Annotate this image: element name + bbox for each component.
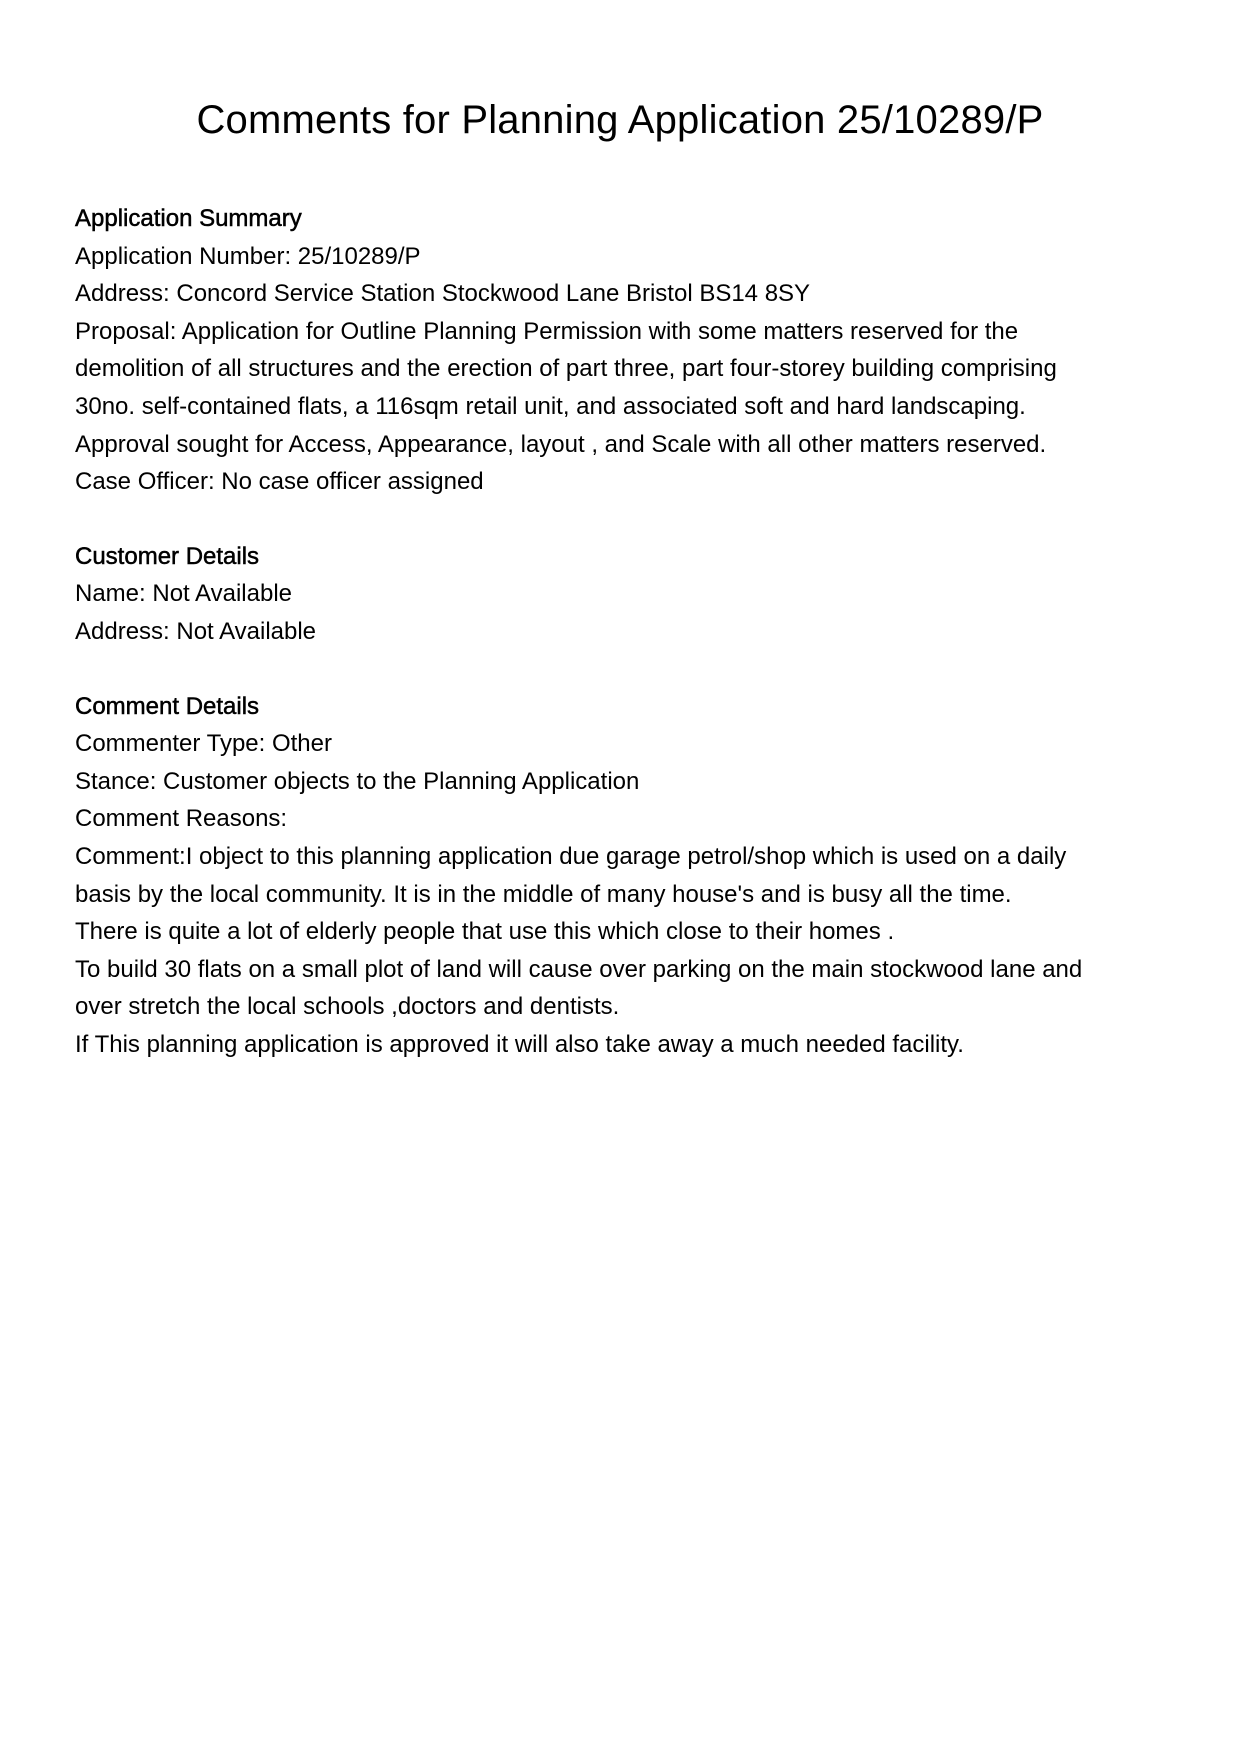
comment-details-section	[75, 688, 1175, 1064]
stance: Stance: Customer objects to the Planning Application	[75, 767, 640, 795]
customer-details-heading: Customer Details	[75, 542, 260, 570]
comment-details-heading: Comment Details	[75, 692, 260, 720]
application-address: Address: Concord Service Station Stockwood Lane Bristol BS14 8SY	[75, 280, 811, 308]
proposal-line: Proposal: Application for Outline Planning Permission with some matters reserved for the	[75, 317, 1019, 345]
comment-reasons: Comment Reasons:	[75, 805, 288, 833]
customer-details-section	[75, 538, 1175, 651]
proposal-line: demolition of all structures and the erection of part three, part four-storey building comprising	[75, 355, 1057, 383]
customer-name: Name: Not Available	[75, 580, 293, 608]
comment-text-line: To build 30 flats on a small plot of land will cause over parking on the main stockwood lane and	[75, 955, 1083, 983]
comment-text-line: Comment:I object to this planning application due garage petrol/shop which is used on a daily	[75, 842, 1067, 870]
document-body	[75, 200, 1175, 1100]
commenter-type: Commenter Type: Other	[75, 730, 332, 758]
application-number: Application Number: 25/10289/P	[75, 242, 421, 270]
proposal-line: Approval sought for Access, Appearance, layout , and Scale with all other matters reserved.	[75, 430, 1047, 458]
comment-text-line: If This planning application is approved it will also take away a much needed facility.	[75, 1030, 964, 1058]
application-summary-section	[75, 200, 1175, 501]
comment-text-line: basis by the local community. It is in the middle of many house's and is busy all the time.	[75, 880, 1012, 908]
comment-text-line: over stretch the local schools ,doctors and dentists.	[75, 993, 620, 1021]
comment-text-line: There is quite a lot of elderly people that use this which close to their homes .	[75, 918, 895, 946]
customer-address: Address: Not Available	[75, 617, 317, 645]
case-officer: Case Officer: No case officer assigned	[75, 468, 484, 496]
proposal-line: 30no. self-contained flats, a 116sqm retail unit, and associated soft and hard landscaping.	[75, 392, 1026, 420]
application-summary-heading: Application Summary	[75, 205, 302, 232]
page-title: Comments for Planning Application 25/10289/P	[196, 98, 1044, 142]
